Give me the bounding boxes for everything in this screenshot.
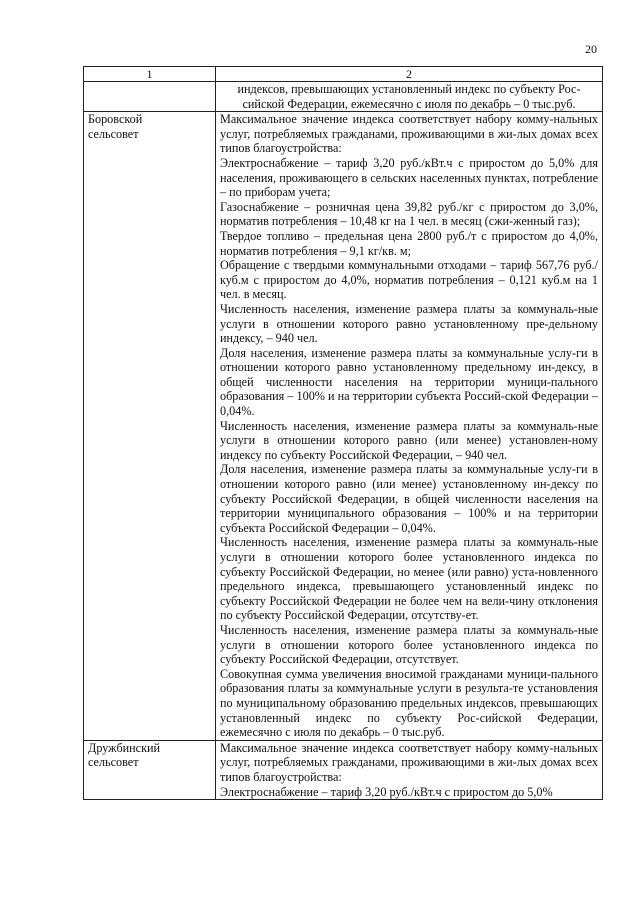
description-cell <box>216 740 603 799</box>
header-col-1: 1 <box>84 67 216 82</box>
tariff-table <box>83 66 603 800</box>
table-row-druzhbinsky <box>84 740 603 799</box>
paragraph: Электроснабжение – тариф 3,20 руб./кВт.ч с приростом до 5,0% для населения, проживающего в сельских населенных пунктах, потребление – по приборам учета; <box>220 155 598 200</box>
municipality-name-line: Боровской <box>88 112 143 127</box>
paragraph: Электроснабжение – тариф 3,20 руб./кВт.ч с приростом до 5,0% <box>220 784 553 799</box>
paragraph: Численность населения, изменение размера платы за коммуналь-ные услуги в отношении которого равно (или менее) установлен-ному индексу по субъекту Российской Федерации, – 940 чел. <box>220 418 598 462</box>
municipality-cell <box>84 740 216 799</box>
paragraph: Обращение с твердыми коммунальными отходами – тариф 567,76 руб./куб.м с приростом до 4,0%, норматив потребления – 0,121 куб.м на 1 чел. в месяц. <box>220 258 598 302</box>
paragraph: Совокупная сумма увеличения вносимой гражданами муници-пального образования платы за коммунальные услуги в результа-те установления по муниципальному образованию предельных индексов, превышающих установленный индекс по субъекту Рос-сийской Федерации, ежемесячно с июля по декабрь – 0 тыс.руб. <box>220 666 598 740</box>
description-cell <box>216 112 603 741</box>
municipality-name-line: сельсовет <box>88 755 139 770</box>
header-col-2: 2 <box>216 67 603 82</box>
page-number: 20 <box>585 42 597 56</box>
continuation-line: сийской Федерации, ежемесячно с июля по декабрь – 0 тыс.руб. <box>242 96 576 111</box>
municipality-name-line: Дружбинский <box>88 740 161 755</box>
table-row-borovskoy <box>84 112 603 741</box>
paragraph: Численность населения, изменение размера платы за коммуналь-ные услуги в отношении которого более установленного индекса по субъекту Российской Федерации, но менее (или равно) уста-новленного предельного индекса, превышающего установленный индекс по субъекту Российской Федерации не более чем на вели-чину отклонения по субъекту Российской Федерации, отсутству-ет. <box>220 535 598 623</box>
continuation-municipality-cell <box>84 82 216 112</box>
paragraph: Газоснабжение – розничная цена 39,82 руб./кг с приростом до 3,0%, норматив потребления – 10,48 кг на 1 чел. в месяц (сжи-женный газ); <box>220 199 598 229</box>
paragraph: Максимальное значение индекса соответствует набору комму-нальных услуг, потребляемых гражданами, проживающими в жи-лых домах всех типов благоустройства: <box>220 112 598 156</box>
paragraph: Максимальное значение индекса соответствует набору комму-нальных услуг, потребляемых гражданами, проживающими в жи-лых домах всех типов благоустройства: <box>220 740 598 784</box>
table-row-continuation <box>84 82 603 112</box>
paragraph: Твердое топливо – предельная цена 2800 руб./т с приростом до 4,0%, норматив потребления – 9,1 кг/кв. м; <box>220 228 598 258</box>
table-header-row <box>84 67 603 82</box>
paragraph: Численность населения, изменение размера платы за коммуналь-ные услуги в отношении которого более установленного индекса по субъекту Российской Федерации, отсутствует. <box>220 622 598 667</box>
paragraph: Доля населения, изменение размера платы за коммунальные услу-ги в отношении которого равно установленному предельному ин-дексу, в общей численности населения на территории муници-пального образования – 100% и на территории субъекта Россий-ской Федерации – 0,04%. <box>220 345 598 419</box>
municipality-cell <box>84 112 216 741</box>
continuation-text-cell <box>216 82 603 112</box>
paragraph: Доля населения, изменение размера платы за коммунальные услу-ги в отношении которого равно (или менее) установленному ин-дексу по субъекту Российской Федерации, в общей численности населения на территории муниципального образования – 100% и на территории субъекта Российской Федерации – 0,04%. <box>220 462 598 535</box>
municipality-name-line: сельсовет <box>88 126 139 141</box>
continuation-line: индексов, превышающих установленный индекс по субъекту Рос- <box>237 82 581 96</box>
paragraph: Численность населения, изменение размера платы за коммуналь-ные услуги в отношении которого равно установленному пре-дельному индексу, – 940 чел. <box>220 301 598 346</box>
